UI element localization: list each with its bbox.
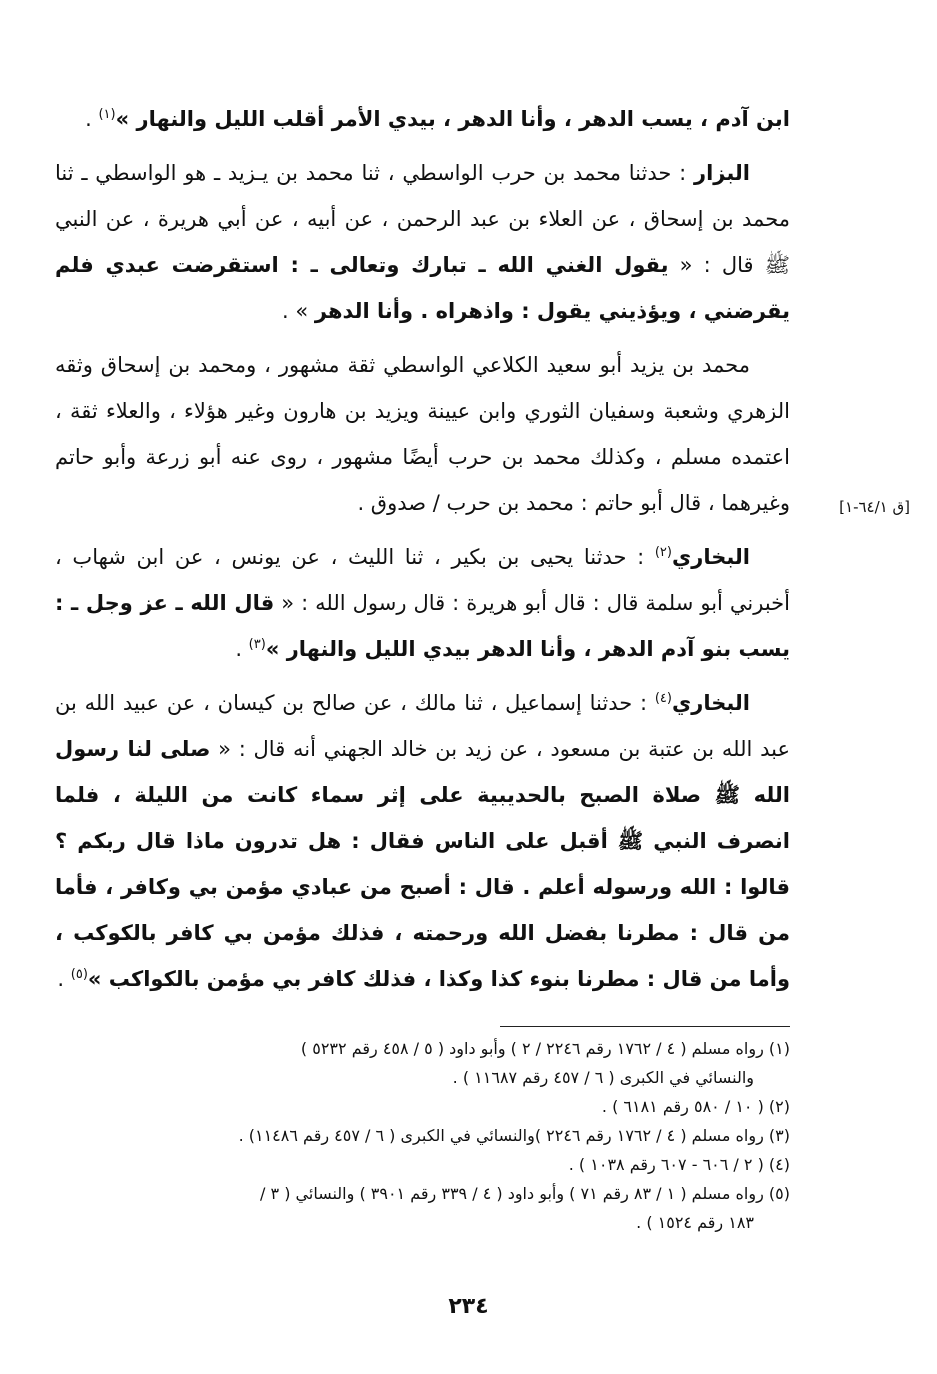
footnote-marker: (٢): [654, 545, 672, 560]
footnote-separator: [500, 1026, 790, 1027]
footnote-marker: (١): [98, 107, 116, 122]
footnote-5-continuation: ١٨٣ رقم ١٥٢٤ ) .: [636, 1213, 754, 1232]
isnad-text: : حدثنا محمد بن حرب الواسطي ، ثنا محمد بن يـزيد ـ هو الواسطي ـ ثنا محمد بن إسحاق ، عن العلاء بن عبد الرحمن ، عن أبيه ، عن أبي هريرة ، عن النبي ﷺ قال : «: [55, 161, 791, 277]
punctuation: .: [57, 967, 71, 991]
paragraph-bukhari-1: [55, 534, 790, 672]
source-name: البزار: [693, 161, 750, 185]
paragraph-bukhari-2: [55, 680, 790, 1002]
manuscript-folio-reference: [ق ٦٤/١-١]: [839, 498, 910, 516]
footnotes: [55, 1034, 790, 1237]
punctuation: » .: [282, 299, 315, 323]
punctuation: .: [235, 637, 249, 661]
footnote-3: (٣) رواه مسلم ( ٤ / ١٧٦٢ رقم ٢٢٤٦ )والنسائي في الكبرى ( ٦ / ٤٥٧ رقم ١١٤٨٦) .: [238, 1126, 790, 1145]
footnote-marker: (٤): [654, 691, 672, 706]
footnote-4: (٤) ( ٢ / ٦٠٦ - ٦٠٧ رقم ١٠٣٨ ) .: [568, 1155, 790, 1174]
punctuation: .: [85, 107, 99, 131]
isnad-text: : حدثنا إسماعيل ، ثنا مالك ، عن صالح بن كيسان ، عن عبيد الله بن عبد الله بن عتبة بن مسعود ، عن زيد بن خالد الجهني أنه قال : «: [55, 691, 790, 761]
hadith-text: يقول الغني الله ـ تبارك وتعالى ـ : استقرضت عبدي فلم يقرضني ، ويؤذيني يقول : واذهراه . وأنا الدهر: [55, 253, 790, 323]
hadith-text: صلى لنا رسول الله ﷺ صلاة الصبح بالحديبية على إثر سماء كانت من الليلة ، فلما انصرف النبي ﷺ أقبل على الناس فقال : هل تدرون ماذا قال ربكم ؟ قالوا : الله ورسوله أعلم . قال : أصبح من عبادي مؤمن بي وكافر ، فأما من قال : مطرنا بفضل الله ورحمته ، فذلك مؤمن بي كافر بالكوكب ، وأما من قال : مطرنا بنوء كذا وكذا ، فذلك كافر بي مؤمن بالكواكب »: [55, 737, 790, 991]
footnote-marker: (٥): [70, 967, 88, 982]
footnote-5: (٥) رواه مسلم ( ١ / ٨٣ رقم ٧١ ) وأبو داود ( ٤ / ٣٣٩ رقم ٣٩٠١ ) والنسائي ( ٣ /: [260, 1184, 790, 1203]
footnote-2: (٢) ( ١٠ / ٥٨٠ رقم ٦١٨١ ) .: [601, 1097, 790, 1116]
hadith-text: ابن آدم ، يسب الدهر ، وأنا الدهر ، بيدي الأمر أقلب الليل والنهار »: [115, 107, 790, 131]
page-number: ٢٣٤: [448, 1294, 489, 1319]
main-text: [55, 96, 790, 1010]
paragraph-narrators: [55, 342, 790, 526]
footnote-marker: (٣): [248, 637, 266, 652]
commentary-text: محمد بن يزيد أبو سعيد الكلاعي الواسطي ثقة مشهور ، ومحمد بن إسحاق وثقه الزهري وشعبة وسفيان الثوري وابن عيينة ويزيد بن هارون وغير هؤلاء ، والعلاء ثقة ، اعتمده مسلم ، وكذلك محمد بن حرب أيضًا مشهور ، روى عنه أبو زرعة وأبو حاتم وغيرهما ، قال أبو حاتم : محمد بن حرب / صدوق .: [55, 353, 790, 515]
source-name: البخاري: [671, 545, 750, 569]
paragraph-hadith-end: [55, 96, 790, 142]
isnad-text: : حدثنا يحيى بن بكير ، ثنا الليث ، عن يونس ، عن ابن شهاب ، أخبرني أبو سلمة قال : قال أبو هريرة : قال رسول الله : «: [55, 545, 790, 615]
source-name: البخاري: [671, 691, 750, 715]
paragraph-bazzar: [55, 150, 790, 334]
footnote-1: (١) رواه مسلم ( ٤ / ١٧٦٢ رقم ٢٢٤٦ / ٢ ) وأبو داود ( ٥ / ٤٥٨ رقم ٥٢٣٢ ): [300, 1039, 790, 1058]
hadith-text: قال الله ـ عز وجل ـ : يسب بنو آدم الدهر ، وأنا الدهر بيدي الليل والنهار »: [55, 591, 790, 661]
footnote-1-continuation: والنسائي في الكبرى ( ٦ / ٤٥٧ رقم ١١٦٨٧ ) .: [452, 1068, 754, 1087]
